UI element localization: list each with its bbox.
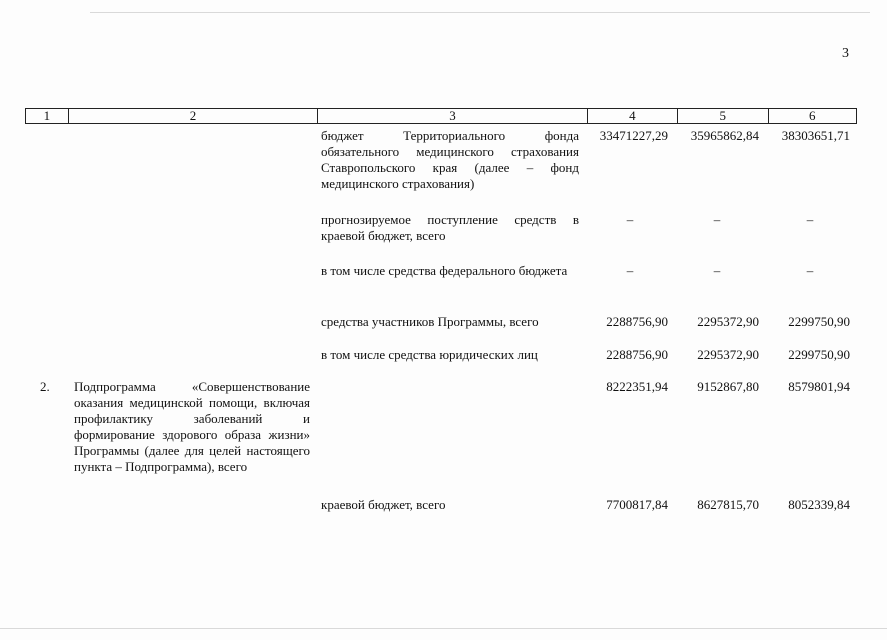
- row-5-number: 2.: [40, 379, 50, 394]
- row-5-col5: 9152867,80: [697, 379, 759, 394]
- row-1-col4: –: [626, 212, 634, 227]
- header-col-6: 6: [809, 108, 816, 123]
- row-6-col5: 8627815,70: [697, 497, 759, 512]
- row-0-col4: 33471227,29: [599, 128, 668, 143]
- row-2-col6: –: [806, 263, 814, 278]
- row-4-col5: 2295372,90: [697, 347, 759, 362]
- row-4-col4: 2288756,90: [606, 347, 668, 362]
- page-number: 3: [842, 46, 849, 61]
- row-3-description: средства участников Программы, всего: [321, 314, 539, 329]
- header-col-2: 2: [69, 109, 319, 123]
- row-0-col5: 35965862,84: [690, 128, 759, 143]
- row-5-col6: 8579801,94: [788, 379, 850, 394]
- table-header: [25, 108, 857, 124]
- header-col-1: 1: [26, 109, 69, 123]
- row-5-col4: 8222351,94: [606, 379, 668, 394]
- row-3-col4: 2288756,90: [606, 314, 668, 329]
- header-col-4: 4: [588, 109, 678, 123]
- row-6-description: краевой бюджет, всего: [321, 497, 446, 512]
- row-6-col6: 8052339,84: [788, 497, 850, 512]
- row-4-col6: 2299750,90: [788, 347, 850, 362]
- row-5-subprogram-title: Подпрограмма «Совершенствование оказания медицинской помощи, включая профилактику заболеваний и формирование здорового образа жизни» Программы (далее для целей настоящего пункта – Подпрограмма), всего: [74, 379, 310, 474]
- scan-top-edge: [90, 12, 870, 13]
- row-2-description: в том числе средства федерального бюджета: [321, 263, 568, 278]
- header-col-3: 3: [318, 109, 587, 123]
- row-3-col5: 2295372,90: [697, 314, 759, 329]
- row-0-col6: 38303651,71: [781, 128, 850, 143]
- row-0-description: бюджет Территориального фонда обязательного медицинского страхования Ставропольского края (далее – фонд медицинского страхования): [321, 128, 579, 191]
- row-1-description: прогнозируемое поступление средств в краевой бюджет, всего: [321, 212, 579, 243]
- row-2-col5: –: [713, 263, 721, 278]
- row-6-col4: 7700817,84: [606, 497, 668, 512]
- scan-bottom-edge: [0, 628, 887, 629]
- row-3-col6: 2299750,90: [788, 314, 850, 329]
- row-1-col6: –: [806, 212, 814, 227]
- header-col-5: 5: [678, 109, 768, 123]
- row-2-col4: –: [626, 263, 634, 278]
- row-4-description: в том числе средства юридических лиц: [321, 347, 538, 362]
- row-1-col5: –: [713, 212, 721, 227]
